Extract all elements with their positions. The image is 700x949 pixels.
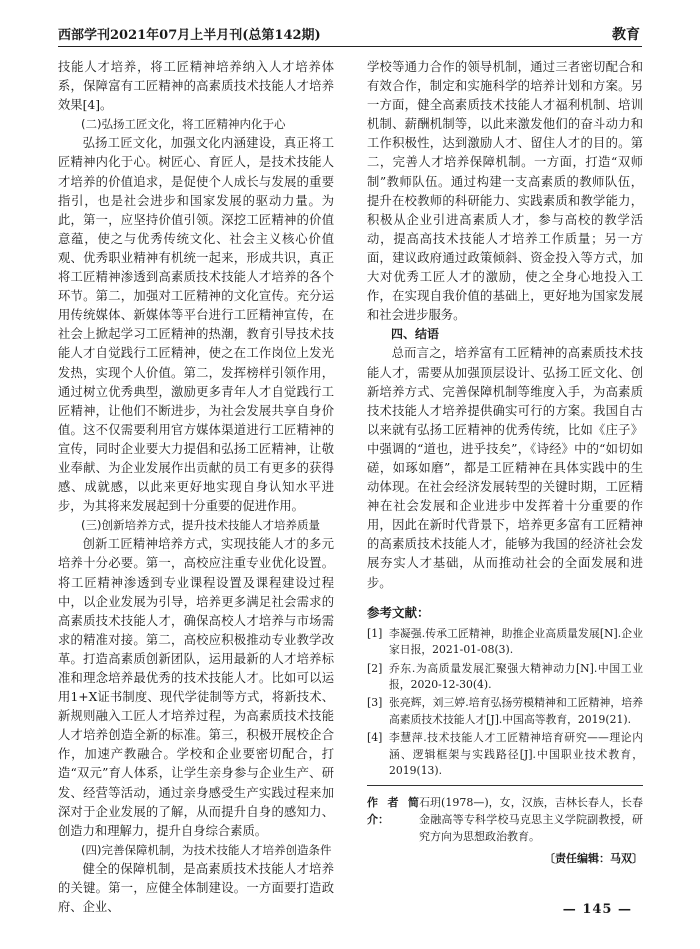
reference-text: 乔东.为高质量发展汇聚强大精神动力[N].中国工业报，2020-12-30(4). bbox=[389, 661, 643, 691]
paragraph: 技能人才培养，将工匠精神培养纳入人才培养体系，保障富有工匠精神的高素质技术技能人才培养效果[4]。 bbox=[58, 60, 334, 113]
journal-title: 西部学刊2021年07月上半月刊(总第142期) bbox=[58, 28, 321, 43]
reference-item bbox=[367, 626, 643, 659]
reference-number: [4] bbox=[367, 731, 383, 745]
section-label: 教育 bbox=[612, 27, 640, 43]
subsection-heading: (四)完善保障机制，为技术技能人才培养创造条件 bbox=[81, 842, 332, 857]
reference-text: 李凝强.传承工匠精神，助推企业高质量发展[N].企业家日报，2021-01-08(3). bbox=[389, 626, 643, 657]
reference-number: [3] bbox=[367, 696, 383, 710]
reference-text: 李慧萍.技术技能人才工匠精神培育研究——理论内涵、逻辑框架与实践路径[J].中国职业技术教育，2019(13). bbox=[389, 731, 643, 777]
paragraph: 健全的保障机制，是高素质技术技能人才培养的关键。第一，应健全体制建设。一方面要打造政府、企业、 bbox=[58, 861, 334, 915]
reference-item bbox=[367, 695, 643, 728]
page-number: — 145 — bbox=[562, 902, 632, 917]
author-bio bbox=[367, 794, 643, 845]
author-text: 石玥(1978—)，女，汉族，吉林长春人，长春金融高等专科学校马克思主义学院副教授，研究方向为思想政治教育。 bbox=[419, 796, 643, 844]
reference-item bbox=[367, 730, 643, 779]
paragraph: 弘扬工匠文化，加强文化内涵建设，真正将工匠精神内化于心。树匠心、育匠人，是技术技能人才培养的价值追求，是促使个人成长与发展的重要指引，也是社会进步和国家发展的驱动力量。为此，第一，应坚持价值引领。深挖工匠精神的价值意蕴，使之与优秀传统文化、社会主义核心价值观、优秀职业精神有机统一起来，形成共识，真正将工匠精神渗透到高素质技术技能人才培养的各个环节。第二，加强对工匠精神的文化宣传。充分运用传统媒体、新媒体等平台进行工匠精神宣传，在社会上掀起学习工匠精神的热潮，教育引导技术技能人才自觉践行工匠精神，使之在工作岗位上发光发热，实现个人价值。第二，发挥榜样引领作用，通过树立优秀典型，激励更多青年人才自觉践行工匠精神，让他们不断进步，为社会发展共享自身价值。这不仅需要利用官方媒体渠道进行工匠精神的宣传，同时企业要大力提倡和弘扬工匠精神，让敬业奉献、为企业发展作出贡献的员工有更多的获得感、成就感，以此来更好地实现自身认知水平进步，为其将来发展起到十分重要的促进作用。 bbox=[58, 136, 334, 514]
paragraph: 学校等通力合作的领导机制，通过三者密切配合和有效合作，制定和实施科学的培养计划和方案。另一方面，健全高素质技术技能人才福利机制、培训机制、薪酬机制等，以此来激发他们的奋斗动力和工作积极性，达到激励人才、留住人才的目的。第二，完善人才培养保障机制。一方面，打造“双师制”教师队伍。通过构建一支高素质的教师队伍，提升在校教师的科研能力、实践素质和教学能力，积极从企业引进高素质人才，参与高校的教学活动，提高高技术技能人才培养工作质量；另一方面，建议政府通过政策倾斜、资金投入等方式，加大对优秀工匠人才的激励，使之全身心地投入工作，在实现自我价值的基础上，更好地为国家发展和社会进步服务。 bbox=[367, 60, 643, 323]
reference-number: [2] bbox=[367, 661, 383, 675]
right-column bbox=[367, 58, 643, 868]
section-heading: 四、结语 bbox=[391, 327, 440, 342]
reference-number: [1] bbox=[367, 626, 383, 640]
author-label: 作者简介： bbox=[367, 796, 419, 827]
paragraph: 创新工匠精神培养方式，实现技能人才的多元培养十分必要。第一，高校应注重专业优化设置。将工匠精神渗透到专业课程设置及课程建设过程中，以企业发展为引导，培养更多满足社会需求的高素质技术技能人才，确保高校人才培养与市场需求的精准对接。第二，高校应积极推动专业教学改革。打造高素质创新团队，运用最新的人才培养标准和理念培养最优秀的技术技能人才。比如可以运用1+X证书制度、现代学徒制等方式，将新技术、新规则融入工匠人才培养过程，为高素质技术技能人才培养创造全新的标准。第三，积极开展校企合作，加速产教融合。学校和企业要密切配合，打造“双元”育人体系，让学生亲身参与企业生产、研发、经营等活动，通过亲身感受生产实践过程来加深对于企业发展的了解，从而提升自身的感知力、创造力和理解力，提升自身综合素质。 bbox=[58, 537, 334, 838]
responsible-editor: 〔责任编辑：马双〕 bbox=[544, 852, 643, 866]
left-column bbox=[58, 58, 334, 917]
reference-text: 张亮辉，刘三婷.培育弘扬劳模精神和工匠精神，培养高素质技术技能人才[J].中国高等教育，2019(21). bbox=[389, 696, 643, 726]
reference-item bbox=[367, 661, 643, 694]
references-rule bbox=[367, 785, 643, 786]
page-header bbox=[58, 22, 642, 44]
subsection-heading: (三)创新培养方式，提升技术技能人才培养质量 bbox=[81, 518, 320, 533]
references-title: 参考文献： bbox=[367, 604, 430, 620]
subsection-heading: (二)弘扬工匠文化，将工匠精神内化于心 bbox=[81, 117, 286, 132]
references-list bbox=[367, 626, 643, 780]
paragraph: 总而言之，培养富有工匠精神的高素质技术技能人才，需要从加强顶层设计、弘扬工匠文化、创新培养方式、完善保障机制等维度入手，为高素质技术技能人才培养提供确实可行的方案。我国自古以来就有弘扬工匠精神的优秀传统，比如《庄子》中强调的“道也，进乎技矣”，《诗经》中的“如切如磋，如琢如磨”，都是工匠精神在具体实践中的生动体现。在社会经济发展转型的关键时期，工匠精神在社会发展和企业进步中发挥着十分重要的作用，因此在新时代背景下，培养更多富有工匠精神的高素质技术技能人才，能够为我国的经济社会发展夯实人才基础，从而推动社会的全面发展和进步。 bbox=[367, 346, 643, 590]
header-rule bbox=[58, 46, 642, 47]
